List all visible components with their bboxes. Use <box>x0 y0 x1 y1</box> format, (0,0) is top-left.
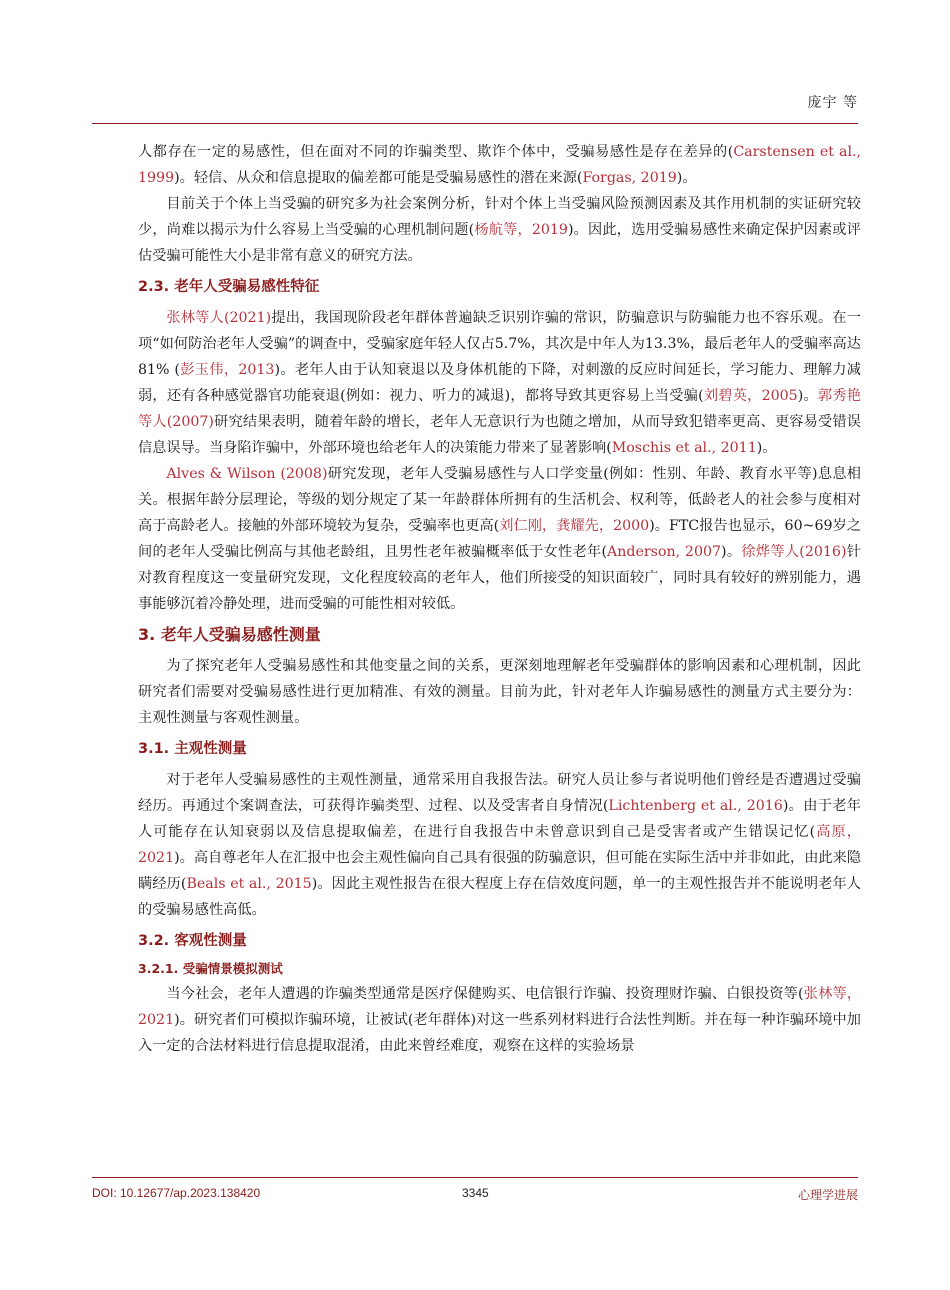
footer-rule <box>92 1177 858 1178</box>
paragraph-text: )。 <box>676 170 697 186</box>
citation-link[interactable]: 郭秀艳等人(2007) <box>138 388 861 430</box>
paragraph-text: )。由于老年人可能存在认知衰弱以及信息提取偏差，在进行自我报告中未曾意识到自己是受害者或产生错误记忆( <box>138 798 861 840</box>
paragraph-text: )。老年人由于认知衰退以及身体机能的下降，对刺激的反应时间延长，学习能力、理解力减弱，还有各种感觉器官功能衰退(例如：视力、听力的减退)，都将导致其更容易上当受骗( <box>138 362 861 404</box>
paragraph-text: 对于老年人受骗易感性的主观性测量，通常采用自我报告法。研究人员让参与者说明他们曾经是否遭遇过受骗经历。再通过个案调查法，可获得诈骗类型、过程、以及受害者自身情况( <box>138 772 861 814</box>
paragraph <box>138 981 861 1059</box>
paragraph-text: )。FTC报告也显示，60~69岁之间的老年人受骗比例高与其他老龄组，且男性老年被骗概率低于女性老年( <box>138 518 861 560</box>
citation-link[interactable]: Alves & Wilson (2008) <box>166 466 328 482</box>
paragraph <box>138 461 861 617</box>
paragraph-text: 研究结果表明，随着年龄的增长，老年人无意识行为也随之增加，从而导致犯错率更高、更容易受错误信息误导。当身陷诈骗中，外部环境也给老年人的决策能力带来了显著影响( <box>138 414 861 456</box>
citation-link[interactable]: 张林等人(2021) <box>166 310 272 326</box>
paragraph <box>138 767 861 923</box>
citation-link[interactable]: 张林等，2021 <box>138 986 861 1028</box>
citation-link[interactable]: Lichtenberg et al., 2016 <box>608 798 783 814</box>
section-heading-3-1: 3.1. 主观性测量 <box>138 741 247 757</box>
citation-link[interactable]: Moschis et al., 2011 <box>611 440 757 456</box>
paragraph-text: 目前关于个体上当受骗的研究多为社会案例分析，针对个体上当受骗风险预测因素及其作用机制的实证研究较少，尚难以揭示为什么容易上当受骗的心理机制问题( <box>138 196 861 238</box>
paragraph-text: )。 <box>756 440 777 456</box>
citation-link[interactable]: 彭玉伟，2013 <box>179 362 275 378</box>
paragraph <box>138 191 861 269</box>
paragraph-text: 提出，我国现阶段老年群体普遍缺乏识别诈骗的常识，防骗意识与防骗能力也不容乐观。在一项“如何防治老年人受骗”的调查中，受骗家庭年轻人仅占5.7%，其次是中年人为13.3%，最后老年人的受骗率高达81% ( <box>138 310 861 378</box>
citation-link[interactable]: 刘仁刚，龚耀先，2000 <box>499 518 650 534</box>
section-heading-2-3: 2.3. 老年人受骗易感性特征 <box>138 279 320 295</box>
footer-doi: DOI: 10.12677/ap.2023.138420 <box>92 1186 261 1200</box>
paragraph-text: )。 <box>721 544 742 560</box>
header-rule <box>92 123 858 124</box>
paragraph <box>138 653 861 731</box>
paragraph-text: )。因此，选用受骗易感性来确定保护因素或评估受骗可能性大小是非常有意义的研究方法。 <box>138 222 861 264</box>
paragraph-text: )。研究者们可模拟诈骗环境，让被试(老年群体)对这一些系列材料进行合法性判断。并在每一种诈骗环境中加入一定的合法材料进行信息提取混淆，由此来曾经难度，观察在这样的实验场景 <box>138 1012 861 1054</box>
citation-link[interactable]: 刘碧英，2005 <box>703 388 798 404</box>
section-heading-3-2: 3.2. 客观性测量 <box>138 933 247 949</box>
paragraph-text: )。高自尊老年人在汇报中也会主观性偏向自己具有很强的防骗意识，但可能在实际生活中并非如此，由此来隐瞒经历( <box>138 850 861 892</box>
footer-page-number: 3345 <box>462 1186 489 1200</box>
footer-journal-name: 心理学进展 <box>797 1188 858 1202</box>
paragraph-text: 当今社会，老年人遭遇的诈骗类型通常是医疗保健购买、电信银行诈骗、投资理财诈骗、白银投资等( <box>166 986 804 1002</box>
paragraph-text: )。因此主观性报告在很大程度上存在信效度问题，单一的主观性报告并不能说明老年人的受骗易感性高低。 <box>138 876 861 918</box>
citation-link[interactable]: Beals et al., 2015 <box>186 876 312 892</box>
citation-link[interactable]: 徐烨等人(2016) <box>741 544 847 560</box>
paragraph-text: )。轻信、从众和信息提取的偏差都可能是受骗易感性的潜在来源( <box>174 170 583 186</box>
paragraph-text: )。 <box>797 388 818 404</box>
paragraph <box>138 305 861 461</box>
paragraph-text: 研究发现，老年人受骗易感性与人口学变量(例如：性别、年龄、教育水平等)息息相关。根据年龄分层理论，等级的划分规定了某一年龄群体所拥有的生活机会、权利等，低龄老人的社会参与度相对高于高龄老人。接触的外部环境较为复杂，受骗率也更高( <box>138 466 861 534</box>
citation-link[interactable]: 杨航等，2019 <box>474 222 568 238</box>
paragraph <box>138 139 861 191</box>
citation-link[interactable]: Forgas, 2019 <box>582 170 677 186</box>
running-head-authors: 庞宇 等 <box>807 95 858 111</box>
paragraph-text: 人都存在一定的易感性，但在面对不同的诈骗类型、欺诈个体中，受骗易感性是存在差异的( <box>138 144 734 160</box>
subsection-heading-3-2-1: 3.2.1. 受骗情景模拟测试 <box>138 961 283 976</box>
paragraph-text: 为了探究老年人受骗易感性和其他变量之间的关系，更深刻地理解老年受骗群体的影响因素和心理机制，因此研究者们需要对受骗易感性进行更加精准、有效的测量。目前为此，针对老年人诈骗易感性的测量方式主要分为：主观性测量与客观性测量。 <box>138 658 861 726</box>
section-heading-3: 3. 老年人受骗易感性测量 <box>138 625 321 644</box>
paragraph-text: 针对教育程度这一变量研究发现，文化程度较高的老年人，他们所接受的知识面较广，同时具有较好的辨别能力，遇事能够沉着冷静处理，进而受骗的可能性相对较低。 <box>138 544 861 612</box>
citation-link[interactable]: Anderson, 2007 <box>607 544 722 560</box>
citation-link[interactable]: 高原，2021 <box>138 824 861 866</box>
article-body <box>138 139 861 1059</box>
citation-link[interactable]: Carstensen et al., 1999 <box>138 144 862 186</box>
